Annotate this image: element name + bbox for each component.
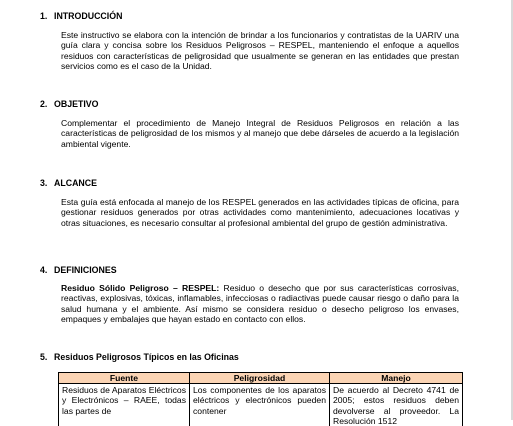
section-title: INTRODUCCIÓN xyxy=(54,11,123,21)
definition-text: Residuo o desecho que por sus características corrosivas, reactivas, explosivas, tóxicas, inflamables, infecciosas o radiactivas puede causar riesgo o daño para la salud humana y el ambiente. Así mismo se considera residuo o desecho peligroso los envases, empaques y embalajes que hayan estado en contacto con ellos. xyxy=(61,283,459,324)
section-title: DEFINICIONES xyxy=(54,265,117,275)
table-cell-fuente: Residuos de Aparatos Eléctricos y Electrónicos – RAEE, todas las partes de xyxy=(59,384,190,426)
table-cell-manejo: De acuerdo al Decreto 4741 de 2005; estos residuos deben devolverse al proveedor. La Resolución 1512 xyxy=(330,384,463,426)
table-header-row xyxy=(59,373,463,384)
table-cell-peligrosidad: Los componentes de los aparatos eléctricos y electrónicos pueden contener xyxy=(190,384,330,426)
section-number: 5. xyxy=(40,352,48,362)
section-heading-introduccion xyxy=(40,11,122,22)
section-body-introduccion: Este instructivo se elabora con la intención de brindar a los funcionarios y contratistas de la UARIV una guía clara y concisa sobre los Residuos Peligrosos – RESPEL, manteniendo el enfoque a aquellos residuos con características de peligrosidad que usualmente se generan en las entidades que prestan servicios como es el caso de la Unidad. xyxy=(61,30,459,71)
table-row xyxy=(59,384,463,426)
section-body-definiciones xyxy=(61,283,459,324)
section-heading-objetivo xyxy=(40,99,98,110)
section-number: 2. xyxy=(40,99,48,109)
section-heading-definiciones xyxy=(40,265,117,276)
section-heading-alcance xyxy=(40,178,97,189)
section-heading-residuos-tipicos xyxy=(40,352,239,363)
section-number: 3. xyxy=(40,178,48,188)
column-header-peligrosidad: Peligrosidad xyxy=(190,373,330,384)
respel-table-wrapper xyxy=(58,372,462,426)
definition-term: Residuo Sólido Peligroso – RESPEL: xyxy=(61,283,220,293)
section-number: 1. xyxy=(40,11,48,21)
section-title: ALCANCE xyxy=(54,178,98,188)
section-body-alcance: Esta guía está enfocada al manejo de los RESPEL generados en las actividades típicas de oficina, para gestionar residuos generados por otras actividades como mantenimiento, adecuaciones locativas y otras situaciones, es necesario consultar al profesional ambiental del grupo de gestión administrativa. xyxy=(61,197,459,228)
section-title: OBJETIVO xyxy=(54,99,99,109)
section-number: 4. xyxy=(40,265,48,275)
section-title: Residuos Peligrosos Típicos en las Oficinas xyxy=(54,352,239,362)
column-header-manejo: Manejo xyxy=(330,373,463,384)
section-body-objetivo: Complementar el procedimiento de Manejo Integral de Residuos Peligrosos en relación a las características de peligrosidad de los mismos y al manejo que debe dárseles de acuerdo a la legislación ambiental vigente. xyxy=(61,118,459,149)
column-header-fuente: Fuente xyxy=(59,373,190,384)
respel-table xyxy=(58,372,463,426)
